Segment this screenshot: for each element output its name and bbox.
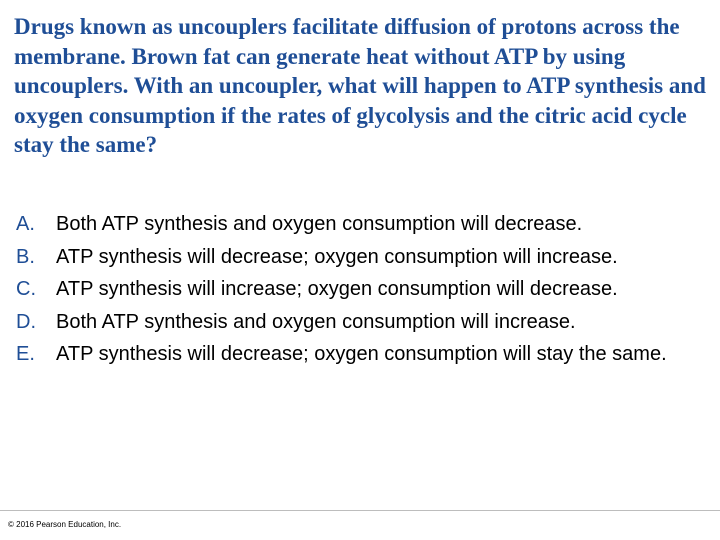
option-a-text: Both ATP synthesis and oxygen consumption will decrease. xyxy=(56,213,583,235)
option-d xyxy=(16,306,706,339)
option-c-letter: C. xyxy=(16,278,36,300)
option-c xyxy=(16,273,706,306)
option-d-letter: D. xyxy=(16,310,36,333)
option-b-text: ATP synthesis will decrease; oxygen consumption will increase. xyxy=(56,245,618,268)
option-c-text: ATP synthesis will increase; oxygen consumption will decrease. xyxy=(56,278,618,300)
option-a xyxy=(16,208,706,241)
option-e-letter: E. xyxy=(16,343,35,365)
copyright-notice: © 2016 Pearson Education, Inc. xyxy=(8,520,122,529)
option-e xyxy=(16,338,706,371)
option-b xyxy=(16,241,706,274)
option-d-text: Both ATP synthesis and oxygen consumption will increase. xyxy=(56,310,576,333)
option-b-letter: B. xyxy=(16,245,35,268)
option-e-text: ATP synthesis will decrease; oxygen consumption will stay the same. xyxy=(56,343,667,365)
question-text: Drugs known as uncouplers facilitate diffusion of protons across the membrane. Brown fat can generate heat without ATP by using uncouplers. With an uncoupler, what will happen to ATP synthesis and oxygen consumption if the rates of glycolysis and the citric acid cycle stay the same? xyxy=(14,14,706,157)
option-a-letter: A. xyxy=(16,213,35,235)
answer-options xyxy=(16,208,706,371)
footer-divider xyxy=(0,510,720,511)
